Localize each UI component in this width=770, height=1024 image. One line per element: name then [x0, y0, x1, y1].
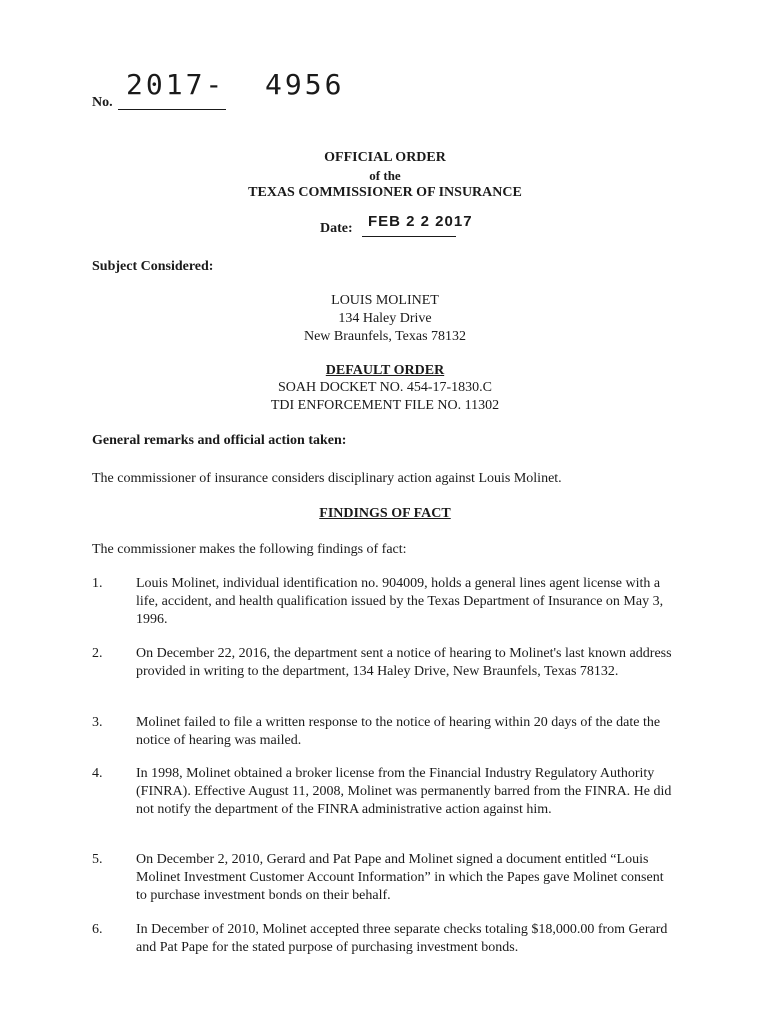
finding-text: Louis Molinet, individual identification no. 904009, holds a general lines agent license with a life, accident, and health qualification issued by the Texas Department of Insurance on May 3, 1996.	[136, 576, 664, 627]
findings-intro: The commissioner makes the following findings of fact:	[92, 542, 407, 557]
finding-text: Molinet failed to file a written response to the notice of hearing within 20 days of the date the notice of hearing was mailed.	[136, 715, 661, 748]
finding-text: On December 22, 2016, the department sent a notice of hearing to Molinet's last known address provided in writing to the department, 134 Haley Drive, New Braunfels, Texas 78132.	[136, 646, 672, 679]
tdi-file: TDI ENFORCEMENT FILE NO. 11302	[270, 398, 500, 413]
finding-text: In 1998, Molinet obtained a broker license from the Financial Industry Regulatory Authority (FINRA). Effective August 11, 2008, Molinet was permanently barred from the FINRA. He did not notify the department of the FINRA administrative action against him.	[136, 766, 672, 817]
order-number-handwritten: 2017- 4956	[126, 68, 345, 101]
finding-text: On December 2, 2010, Gerard and Pat Pape and Molinet signed a document entitled “Louis Molinet Investment Customer Account Information” in which the Papes gave Molinet consent to purchase investment bonds on their behalf.	[136, 852, 664, 903]
finding-number: 4.	[92, 766, 103, 781]
date-stamp: FEB 2 2 2017	[368, 213, 473, 230]
general-remarks-label: General remarks and official action taken:	[92, 433, 347, 448]
date-underline	[362, 236, 456, 237]
subject-street: 134 Haley Drive	[338, 311, 432, 326]
remarks-text: The commissioner of insurance considers disciplinary action against Louis Molinet.	[92, 471, 562, 486]
finding-text: In December of 2010, Molinet accepted three separate checks totaling $18,000.00 from Gerard and Pat Pape for the stated purpose of purchasing investment bonds.	[136, 922, 668, 955]
subject-name: LOUIS MOLINET	[331, 293, 439, 308]
default-order-title: DEFAULT ORDER	[325, 363, 445, 378]
finding-number: 3.	[92, 715, 103, 730]
order-number-label: No.	[92, 95, 113, 110]
finding-number: 5.	[92, 852, 103, 867]
soah-docket: SOAH DOCKET NO. 454-17-1830.C	[277, 380, 493, 395]
findings-title: FINDINGS OF FACT	[319, 506, 451, 521]
heading-of-the: of the	[369, 168, 401, 183]
finding-number: 2.	[92, 646, 103, 661]
heading-commissioner: TEXAS COMMISSIONER OF INSURANCE	[248, 185, 522, 200]
subject-considered-label: Subject Considered:	[92, 259, 214, 274]
heading-official-order: OFFICIAL ORDER	[324, 150, 446, 165]
subject-city: New Braunfels, Texas 78132	[303, 329, 467, 344]
order-number-underline	[118, 109, 226, 110]
finding-number: 6.	[92, 922, 103, 937]
finding-number: 1.	[92, 576, 103, 591]
date-label: Date:	[320, 221, 353, 236]
